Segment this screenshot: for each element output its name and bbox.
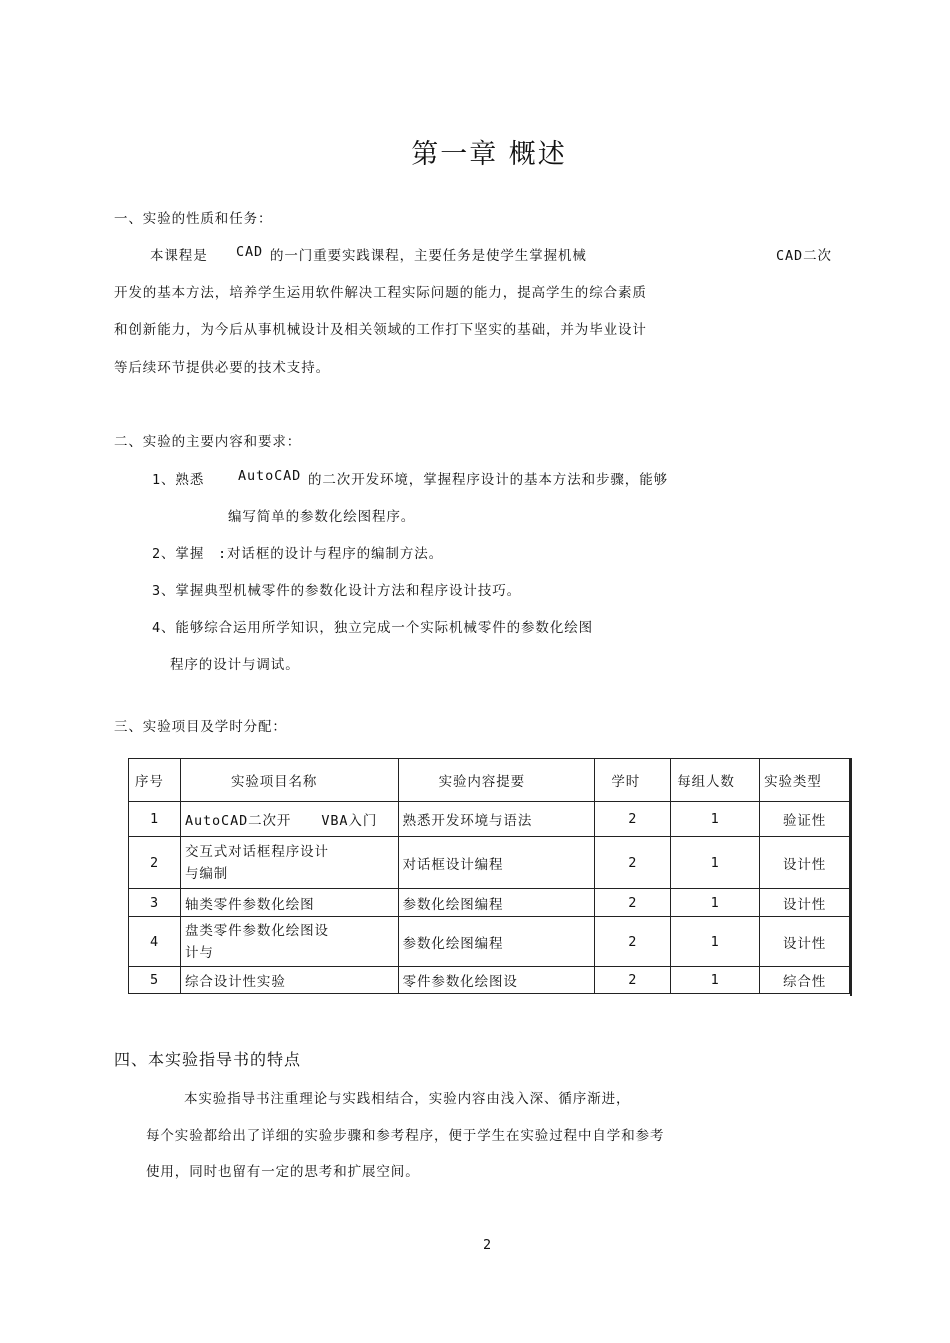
section-4-line-1: 本实验指导书注重理论与实践相结合，实验内容由浅入深、循序渐进，	[184, 1091, 631, 1107]
row-project-name	[180, 917, 398, 967]
section-2-heading: 二、实验的主要内容和要求：	[114, 434, 302, 450]
project-name-line: 盘类零件参数化绘图设	[184, 922, 329, 939]
header-project-name: 实验项目名称	[180, 759, 398, 802]
section-1-line-1-start: 本课程是	[150, 248, 208, 264]
item-1-continuation: 编写简单的参数化绘图程序。	[228, 509, 416, 525]
project-name-line: 交互式对话框程序设计	[184, 843, 329, 860]
item-1-text: 的二次开发环境，掌握程序设计的基本方法和步骤，能够	[308, 472, 668, 488]
row-hours: 2	[595, 837, 671, 889]
row-project-name: 综合设计性实验	[180, 967, 398, 994]
section-1-line-4: 等后续环节提供必要的技术支持。	[114, 360, 330, 376]
item-1-number: 1、熟悉	[152, 472, 205, 488]
section-1-line-2: 开发的基本方法，培养学生运用软件解决工程实际问题的能力，提高学生的综合素质	[114, 285, 647, 301]
row-content: 零件参数化绘图设	[398, 967, 595, 994]
header-group-size: 每组人数	[671, 759, 760, 802]
table-header-row	[129, 759, 850, 802]
row-type: 验证性	[760, 802, 850, 837]
row-content: 参数化绘图编程	[398, 917, 595, 967]
row-project-name	[180, 802, 398, 837]
section-1-line-1-end: CAD二次	[776, 248, 832, 264]
table-row	[129, 917, 850, 967]
row-number: 5	[129, 967, 181, 994]
item-4-continuation: 程序的设计与调试。	[170, 657, 300, 673]
item-2-number: 2、掌握	[152, 546, 205, 562]
row-group-size: 1	[671, 917, 760, 967]
project-name-line: 计与	[184, 944, 214, 961]
row-type: 设计性	[760, 889, 850, 917]
header-type: 实验类型	[760, 759, 850, 802]
item-1-autocad: AutoCAD	[238, 468, 302, 484]
row-content: 参数化绘图编程	[398, 889, 595, 917]
header-number: 序号	[129, 759, 181, 802]
row-type: 设计性	[760, 917, 850, 967]
item-4: 4、能够综合运用所学知识，独立完成一个实际机械零件的参数化绘图	[152, 620, 594, 636]
project-name-part: AutoCAD二次开	[184, 813, 292, 829]
item-2-text: :对话框的设计与程序的编制方法。	[218, 546, 444, 562]
section-4-line-3: 使用，同时也留有一定的思考和扩展空间。	[146, 1164, 420, 1180]
row-content: 熟悉开发环境与语法	[398, 802, 595, 837]
experiment-table	[128, 758, 850, 994]
row-group-size: 1	[671, 837, 760, 889]
row-project-name: 轴类零件参数化绘图	[180, 889, 398, 917]
header-content: 实验内容提要	[398, 759, 595, 802]
section-1-cad-term: CAD	[236, 244, 264, 260]
table-row	[129, 889, 850, 917]
row-number: 4	[129, 917, 181, 967]
row-hours: 2	[595, 917, 671, 967]
row-group-size: 1	[671, 802, 760, 837]
row-type: 设计性	[760, 837, 850, 889]
section-1-heading: 一、实验的性质和任务：	[114, 211, 273, 227]
section-4-line-2: 每个实验都给出了详细的实验步骤和参考程序，便于学生在实验过程中自学和参考	[146, 1128, 665, 1144]
header-hours: 学时	[595, 759, 671, 802]
project-name-line: 与编制	[184, 865, 229, 882]
row-number: 1	[129, 802, 181, 837]
row-content: 对话框设计编程	[398, 837, 595, 889]
row-hours: 2	[595, 889, 671, 917]
row-type: 综合性	[760, 967, 850, 994]
section-3-heading: 三、实验项目及学时分配：	[114, 719, 287, 735]
table-row	[129, 837, 850, 889]
section-1-line-1-mid: 的一门重要实践课程，主要任务是使学生掌握机械	[270, 248, 587, 264]
table-row	[129, 802, 850, 837]
row-number: 3	[129, 889, 181, 917]
row-number: 2	[129, 837, 181, 889]
section-4-heading: 四、本实验指导书的特点	[114, 1050, 302, 1069]
row-group-size: 1	[671, 967, 760, 994]
item-3: 3、掌握典型机械零件的参数化设计方法和程序设计技巧。	[152, 583, 522, 599]
section-1-line-3: 和创新能力，为今后从事机械设计及相关领域的工作打下坚实的基础，并为毕业设计	[114, 322, 647, 338]
row-hours: 2	[595, 802, 671, 837]
table-row	[129, 967, 850, 994]
table-right-rule	[850, 758, 852, 996]
page-title: 第一章 概述	[411, 139, 567, 170]
page-number: 2	[483, 1237, 493, 1253]
project-name-part: VBA入门	[321, 813, 378, 829]
row-group-size: 1	[671, 889, 760, 917]
row-project-name	[180, 837, 398, 889]
row-hours: 2	[595, 967, 671, 994]
